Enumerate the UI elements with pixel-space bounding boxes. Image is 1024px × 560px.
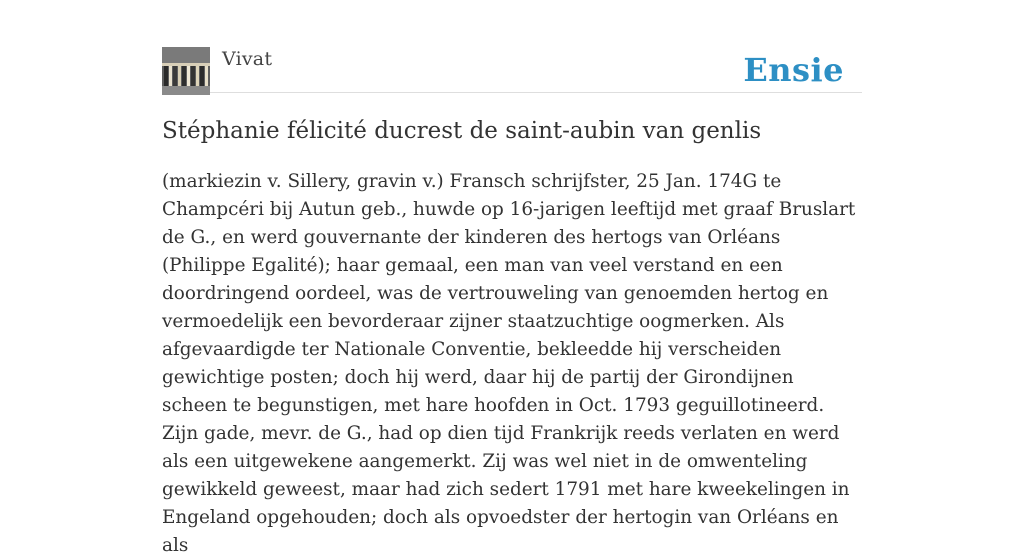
article-title: Stéphanie félicité ducrest de saint-aubin van genlis <box>162 118 762 144</box>
author-avatar[interactable] <box>162 47 210 95</box>
book-spines-icon <box>162 47 210 95</box>
site-header <box>162 47 862 93</box>
article-body: (markiezin v. Sillery, gravin v.) Fransch schrijfster, 25 Jan. 174G te Champcéri bij Autun geb., huwde op 16-jarigen leeftijd met graaf Bruslart de G., en werd gouvernante der kinderen des hertogs van Orléans (Philippe Egalité); haar gemaal, een man van veel verstand en een doordringend oordeel, was de vertrouweling van genoemden hertog en vermoedelijk een bevorderaar zijner staatzuchtige oogmerken. Als afgevaardigde ter Nationale Conventie, bekleedde hij verscheiden gewichtige posten; doch hij werd, daar hij de partij der Girondijnen scheen te begunstigen, met hare hoofden in Oct. 1793 geguillotineerd. Zijn gade, mevr. de G., had op dien tijd Frankrijk reeds verlaten en werd als een uitgewekene aangemerkt. Zij was wel niet in de omwenteling gewikkeld geweest, maar had zich sedert 1791 met hare kweekelingen in Engeland opgehouden; doch als opvoedster der hertogin van Orléans en als <box>162 171 856 556</box>
brand-logo[interactable]: Ensie <box>743 51 844 89</box>
author-name[interactable]: Vivat <box>222 48 273 70</box>
